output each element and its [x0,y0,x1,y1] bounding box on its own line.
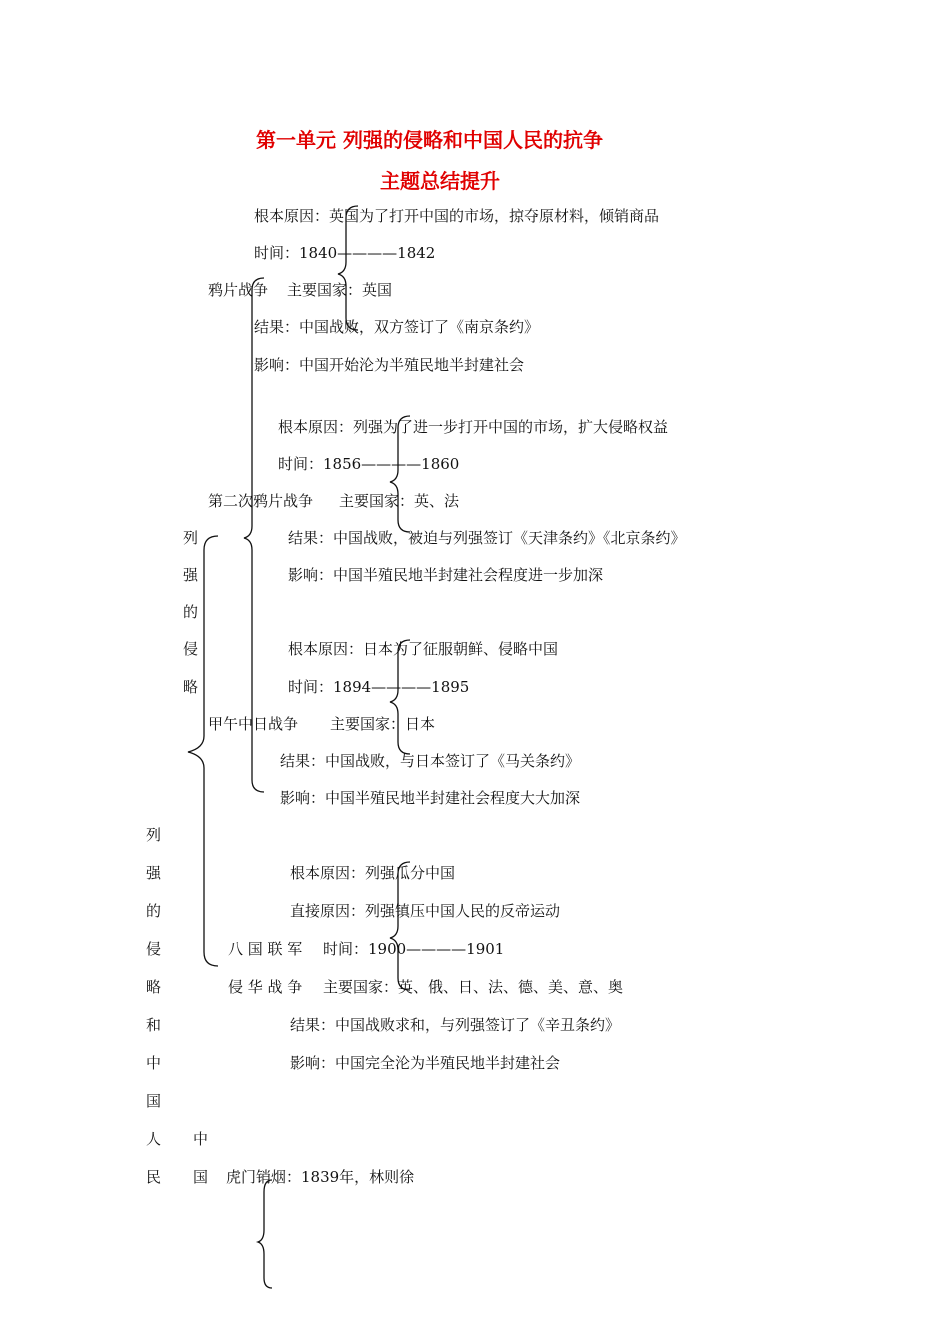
second-opium-war-name: 第二次鸦片战争 [208,492,314,510]
sino-japanese-war-root-cause: 根本原因：日本为了征服朝鲜、侵略中国 [288,640,559,658]
sino-japanese-war-result: 结果：中国战败，与日本签订了《马关条约》 [280,752,581,770]
inner-label-char: 侵 [183,640,199,658]
eight-nation-root-cause: 根本原因：列强瓜分中国 [290,864,456,882]
inner-label-char: 列 [183,529,199,547]
second-opium-war-time: 时间：1856————1860 [278,455,460,473]
outer-label-char: 国 [146,1092,162,1110]
brace-aggression-label [188,536,218,966]
sino-japanese-war-time: 时间：1894————1895 [288,678,470,696]
outer-label-char: 侵 [146,940,162,958]
brace-resistance [258,1180,272,1288]
second-opium-war-result: 结果：中国战败，被迫与列强签订《天津条约》《北京条约》 [288,529,686,547]
opium-war-time: 时间：1840————1842 [254,244,436,262]
resist-label-char: 国 [193,1168,209,1186]
outer-label-char: 的 [146,902,162,920]
opium-war-name: 鸦片战争 [208,281,269,299]
eight-nation-direct-cause: 直接原因：列强镇压中国人民的反帝运动 [290,902,561,920]
eight-nation-result: 结果：中国战败求和，与列强签订了《辛丑条约》 [290,1016,621,1034]
second-opium-war-impact: 影响：中国半殖民地半封建社会程度进一步加深 [288,566,604,584]
outer-label-char: 列 [146,826,162,844]
humen-opium-destruction: 虎门销烟：1839年，林则徐 [226,1168,415,1186]
eight-nation-name-line2: 侵 华 战 争 [228,978,303,996]
eight-nation-countries: 主要国家：英、俄、日、法、德、美、意、奥 [323,978,624,996]
second-opium-war-countries: 主要国家：英、法 [339,492,460,510]
inner-label-char: 略 [183,678,199,696]
eight-nation-name-line1: 八 国 联 军 [228,940,303,958]
outer-label-char: 和 [146,1016,162,1034]
resist-label-char: 中 [193,1130,209,1148]
inner-label-char: 强 [183,566,199,584]
opium-war-root-cause: 根本原因：英国为了打开中国的市场，掠夺原材料，倾销商品 [254,207,660,225]
page-title: 第一单元 列强的侵略和中国人民的抗争 [256,128,603,152]
page-subtitle: 主题总结提升 [380,169,500,193]
outer-label-char: 人 [146,1130,162,1148]
outer-label-char: 中 [146,1054,162,1072]
opium-war-result: 结果：中国战败，双方签订了《南京条约》 [254,318,540,336]
eight-nation-time: 时间：1900————1901 [323,940,505,958]
opium-war-countries: 主要国家：英国 [287,281,393,299]
sino-japanese-war-impact: 影响：中国半殖民地半封建社会程度大大加深 [280,789,581,807]
sino-japanese-war-countries: 主要国家：日本 [330,715,436,733]
eight-nation-impact: 影响：中国完全沦为半殖民地半封建社会 [290,1054,561,1072]
opium-war-impact: 影响：中国开始沦为半殖民地半封建社会 [254,356,525,374]
second-opium-war-root-cause: 根本原因：列强为了进一步打开中国的市场，扩大侵略权益 [278,418,669,436]
outer-label-char: 略 [146,978,162,996]
outer-label-char: 强 [146,864,162,882]
outer-label-char: 民 [146,1168,162,1186]
inner-label-char: 的 [183,603,199,621]
sino-japanese-war-name: 甲午中日战争 [208,715,299,733]
